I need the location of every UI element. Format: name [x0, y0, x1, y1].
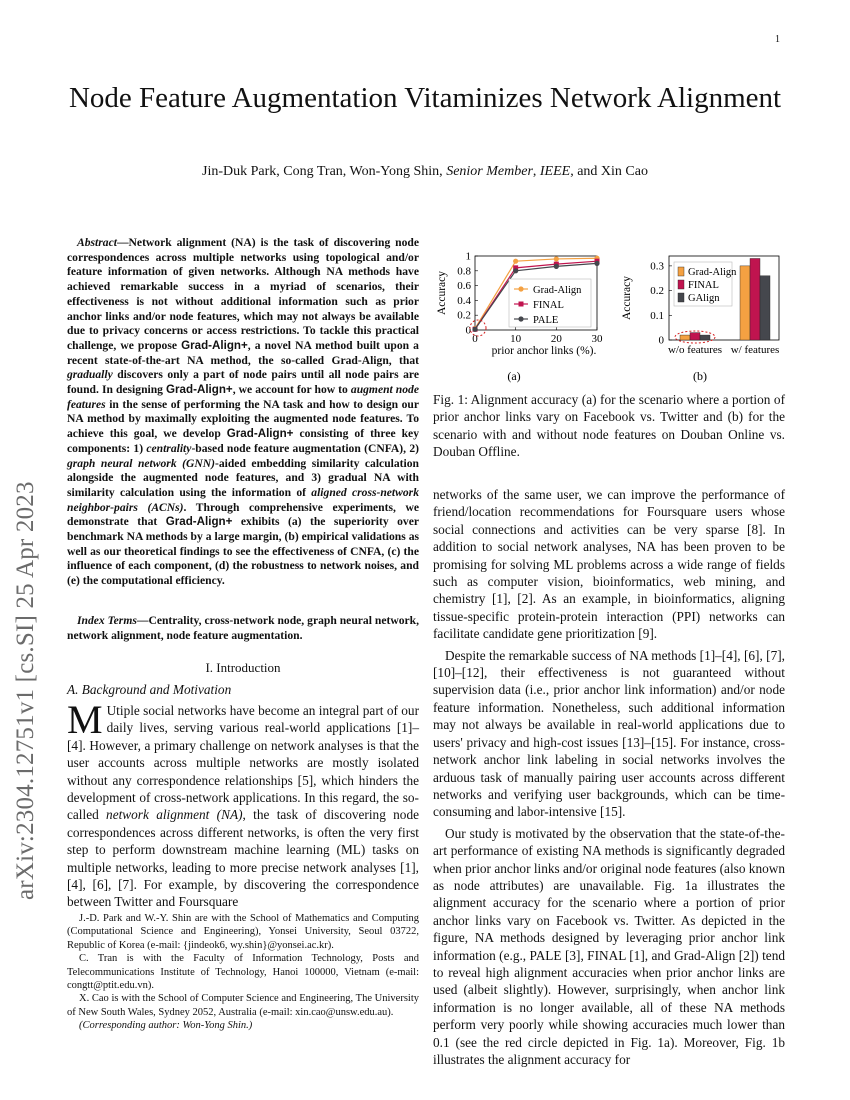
legend-marker	[518, 286, 523, 291]
y-tick-label: 0.2	[650, 285, 664, 298]
arxiv-stamp: arXiv:2304.12751v1 [cs.SI] 25 Apr 2023	[12, 481, 39, 900]
intro-text: Utiple social networks have become an integral part of our daily lives, serving various real-world applications [1]–[4]. However, a primary challenge on network analyses is that the user accounts across multiple networks are mostly isolated without any correspondence relationships [5], which hinders the development of cross-network applications. In this regard, the so-called	[67, 703, 419, 823]
data-point	[594, 261, 599, 266]
x-tick-label: 10	[510, 333, 522, 345]
method-name: Grad-Align+	[166, 383, 233, 397]
footnote: X. Cao is with the School of Computer Science and Engineering, The University of New South Wales, Sydney 2052, Australia (e-mail: xin.cao@unsw.edu.au).	[67, 993, 419, 1018]
abstract-text: consisting of three key components: 1)	[67, 427, 419, 455]
legend-label: FINAL	[533, 300, 564, 311]
authors-ieee: IEEE	[539, 164, 571, 179]
y-tick-label: 0.1	[650, 309, 664, 322]
abstract-text: discovers only a part of node pairs until all node pairs are found. In designing	[67, 368, 419, 397]
y-axis-label: Accuracy	[621, 275, 633, 321]
index-terms-label: Index Terms	[77, 614, 137, 627]
index-terms-text: —Centrality, cross-network node, graph neural network, network alignment, node feature augmentation.	[67, 614, 419, 642]
method-name: Grad-Align+	[165, 515, 233, 529]
y-tick-label: 0.2	[457, 309, 471, 322]
authors-member: Senior Member	[446, 164, 533, 179]
abstract-text: in the sense of performing the NA task and how to design our NA method by maximally exploiting the augmented node features. To achieve this goal, we develop	[67, 397, 419, 441]
intro-text: , the task of discovering node correspondences across different networks, is often the very first step to perform downstream machine learning (ML) tasks on multiple networks, leading to more precise network analyses [1], [4], [6], [7]. For example, by discovering the correspondence between Twitter and Foursquare	[67, 807, 419, 910]
footnote: J.-D. Park and W.-Y. Shin are with the School of Mathematics and Computing (Computational Science and Engineering), Yonsei University, Seoul 03722, Republic of Korea (e-mail: {jindeok6, wy.shin}@yonsei.ac.kr).	[67, 913, 419, 951]
legend-marker	[519, 302, 524, 307]
body-paragraph: Despite the remarkable success of NA methods [1]–[4], [6], [7], [10]–[12], their effectiveness is not guaranteed without supervision data (i.e., prior anchor link information) and/or node feature information. Nonetheless, such additional information may not always be available in real-world applications due to users' privacy and high-cost issues [13]–[15]. For instance, cross-network anchor link labeling in social networks involves the arduous task of manually pairing user accounts across different networks and verifying user backgrounds, which can be time-consuming and labor-intensive [15].	[433, 647, 785, 820]
x-axis-label: prior anchor links (%).	[491, 345, 597, 357]
subsection-heading: A. Background and Motivation	[67, 682, 232, 697]
data-point	[513, 268, 518, 273]
abstract-emphasis: gradually	[67, 368, 113, 382]
section-heading: I. Introduction	[205, 660, 281, 675]
authors-last: , and Xin Cao	[570, 164, 648, 179]
method-name: Grad-Align+	[226, 427, 294, 441]
intro-emphasis: network alignment (NA)	[106, 807, 243, 823]
footnote: C. Tran is with the Faculty of Information Technology, Posts and Telecommunications Institute of Technology, Hanoi 100000, Vietnam (e-mail: congtt@ptit.edu.vn).	[67, 953, 419, 992]
legend-label: FINAL	[688, 280, 719, 291]
y-axis-label: Accuracy	[436, 270, 448, 316]
corresponding-author: (Corresponding author: Won-Yong Shin.)	[79, 1020, 253, 1032]
abstract-text: , we account for how to	[232, 383, 351, 397]
figure-1	[433, 246, 785, 388]
y-tick-label: 0.3	[650, 260, 664, 273]
abstract-text: -based node feature augmentation (CNFA), 2)	[191, 441, 419, 455]
authors-names: Jin-Duk Park, Cong Tran, Won-Yong Shin,	[202, 164, 447, 179]
legend-swatch	[678, 293, 684, 302]
authors-comma: ,	[532, 164, 540, 179]
bar	[750, 258, 760, 340]
abstract-text: -aided embedding similarity calculation alongside the augmented node features, and 3) gradual NA with similarity calculation using the information of	[67, 456, 419, 499]
bar	[740, 266, 750, 340]
y-tick-label: 0	[465, 324, 471, 337]
legend-marker	[518, 316, 523, 321]
body-paragraph: networks of the same user, we can improve the performance of friend/location recommendations for Foursquare users whose social connections and activities can be very sparse [8]. In addition to social network analyses, NA has been proven to be promising for solving ML problems across a wide range of fields such as computer vision, bioinformatics, web mining, and chemistry [1], [2]. As an example, in bioinformatics, aligning tissue-specific protein-protein interaction (PPI) networks can facilitate candidate gene prioritization [9].	[433, 487, 785, 642]
abstract-emphasis: aligned cross-network neighbor-pairs (ACNs)	[67, 485, 419, 514]
x-tick-label: 0	[472, 333, 478, 345]
bar	[680, 335, 690, 340]
abstract-emphasis: augment node features	[67, 383, 419, 411]
data-point	[472, 327, 477, 332]
abstract-emphasis: centrality	[146, 441, 192, 455]
y-tick-label: 0.4	[457, 294, 471, 307]
legend-label: Grad-Align	[533, 285, 582, 296]
bar	[700, 335, 710, 340]
author-line	[60, 164, 790, 180]
abstract-emphasis: graph neural network (GNN)	[67, 456, 215, 470]
x-category-label: w/ features	[730, 344, 780, 356]
y-tick-label: 1	[465, 250, 471, 263]
data-point	[513, 259, 518, 264]
x-tick-label: 30	[591, 333, 603, 345]
abstract-text: , a novel NA method built upon a recent state-of-the-art NA method, the so-called Grad-Align, that	[67, 338, 419, 367]
page-number: 1	[775, 34, 780, 45]
legend-label: PALE	[533, 315, 559, 326]
figure-1-svg	[433, 246, 785, 388]
panel-a-label: (a)	[507, 369, 521, 383]
right-column-text	[433, 486, 785, 1068]
legend-swatch	[678, 267, 684, 276]
figure-caption: Fig. 1: Alignment accuracy (a) for the scenario where a portion of prior anchor links vary on Facebook vs. Twitter and (b) for the scenario with and without node features on Douban Online vs. Douban Offline.	[433, 392, 785, 460]
bar	[760, 276, 770, 340]
data-point	[554, 256, 559, 261]
data-point	[554, 264, 559, 269]
intro-paragraph	[67, 697, 419, 911]
body-paragraph: Our study is motivated by the observation that the state-of-the-art performance of existing NA methods is significantly degraded when prior anchor links and/or original node features (also known as node attributes) are unavailable. Fig. 1a illustrates the alignment accuracy for the scenario where a portion of prior anchor links vary on Facebook vs. Twitter. As depicted in the figure, NA methods designed by leveraging prior anchor link information (e.g., PALE [3], FINAL [1], and Grad-Align [2]) tend to reveal high alignment accuracies when prior anchor links are used (albeit slightly). However, surprisingly, when anchor link information is no longer available, all of these NA methods perform very poorly while showing accuracies much lower than 0.1 (see the red circle depicted in Fig. 1a). Moreover, Fig. 1b illustrates the alignment accuracy for	[433, 825, 785, 1067]
y-tick-label: 0.8	[457, 265, 471, 278]
x-category-label: w/o features	[667, 344, 723, 356]
footnotes	[67, 912, 419, 1033]
y-tick-label: 0	[658, 334, 664, 347]
x-tick-label: 20	[550, 333, 562, 345]
abstract-label: Abstract	[77, 236, 117, 249]
abstract-text: —Network alignment (NA) is the task of discovering node correspondences across multiple networks using topological and/or feature information of given networks. Although NA methods have achieved remarkable success in a myriad of scenarios, their effectiveness is not without additional information such as prior anchor links and/or node features, which may not always be available due to privacy concerns or access restrictions. To tackle this practical challenge, we propose	[67, 236, 419, 352]
chart-a	[436, 251, 603, 358]
method-name: Grad-Align+	[181, 338, 248, 352]
index-terms	[67, 614, 419, 643]
legend-swatch	[678, 280, 684, 289]
paper-title: Node Feature Augmentation Vitaminizes Network Alignment	[68, 82, 782, 114]
legend-label: GAlign	[688, 293, 720, 304]
chart-b	[621, 256, 779, 356]
drop-cap: M	[67, 697, 103, 742]
panel-b-label: (b)	[693, 369, 707, 383]
y-tick-label: 0.6	[457, 280, 471, 293]
bar	[690, 333, 700, 340]
abstract	[67, 236, 419, 589]
abstract-text: . Through comprehensive experiments, we demonstrate that	[67, 500, 419, 529]
abstract-text: exhibits (a) the superiority over benchmark NA methods by a large margin, (b) empirical validations as well as our theoretical findings to see the effectiveness of CNFA, (c) the influence of each component, (d) the robustness to network noises, and (e) the computational efficiency.	[67, 515, 419, 588]
legend-label: Grad-Align	[688, 267, 737, 278]
